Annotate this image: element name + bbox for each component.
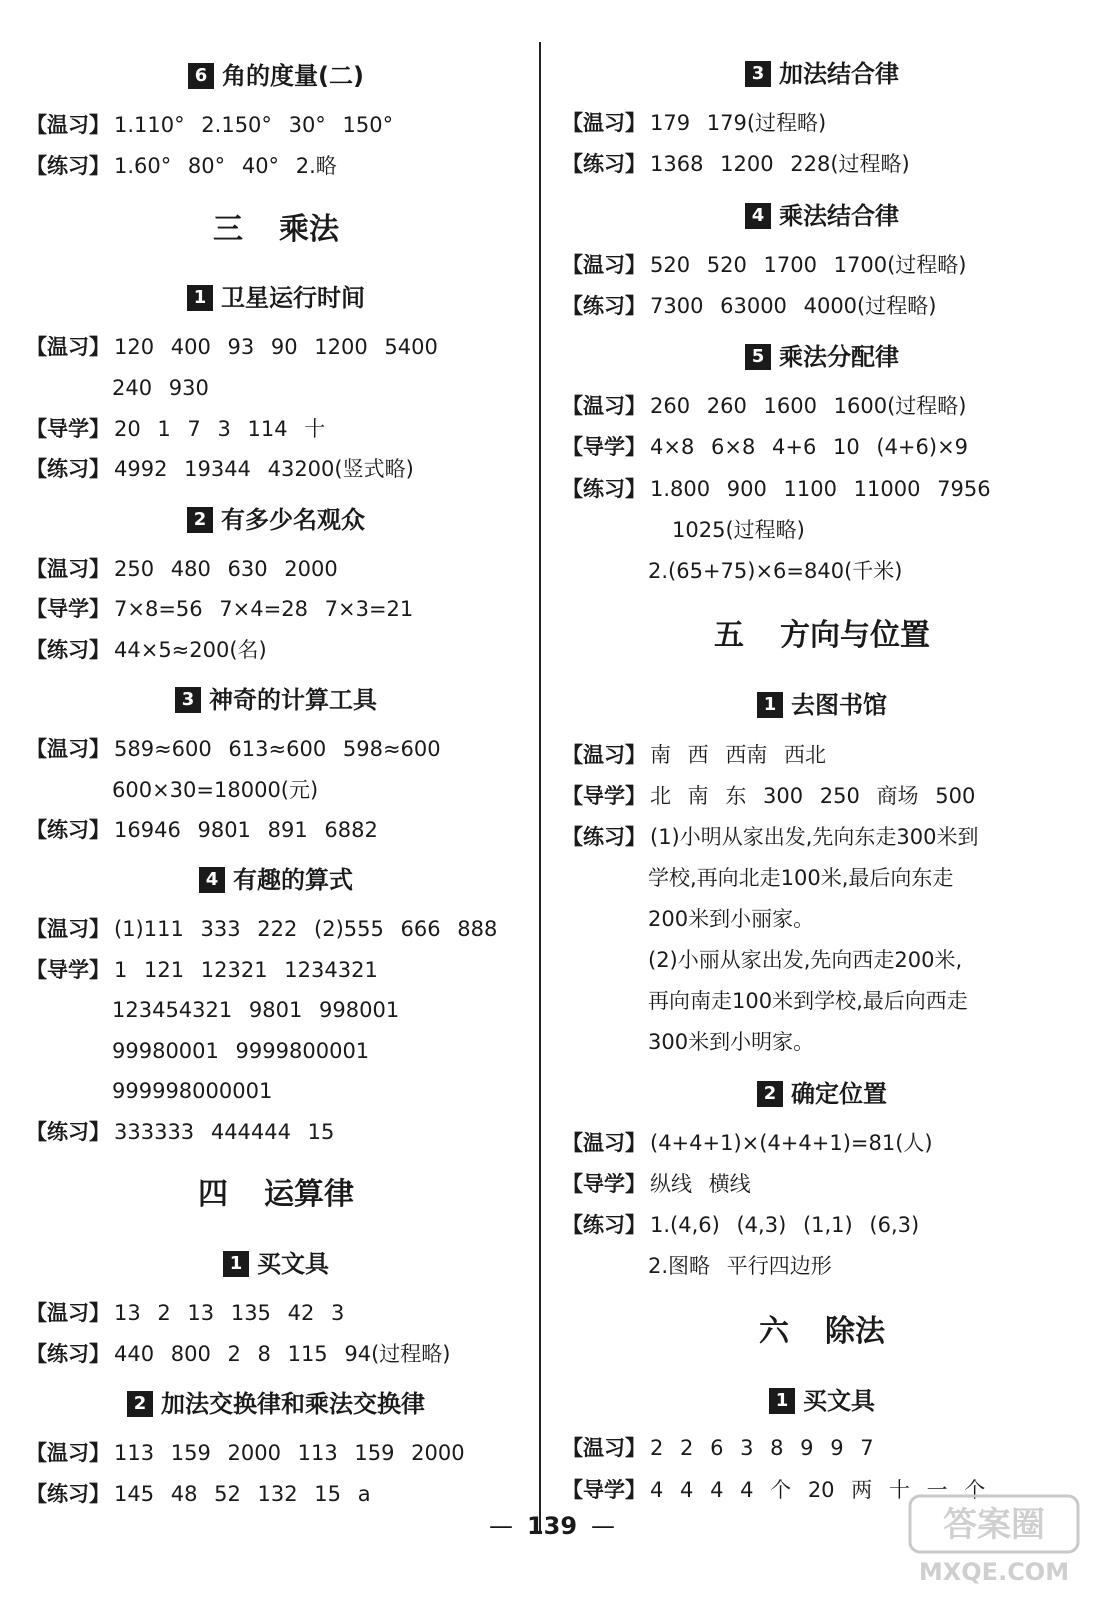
review-tag: 【温习】	[562, 743, 646, 767]
answer-row	[26, 635, 267, 665]
answer-row	[26, 1298, 344, 1328]
answer-text: 4×8 6×8 4+6 10 (4+6)×9	[650, 435, 969, 459]
section-title: 买文具	[257, 1250, 329, 1278]
answer-row-continued	[562, 556, 902, 586]
review-tag: 【温习】	[562, 394, 646, 418]
section-heading	[26, 1246, 526, 1281]
section-title: 乘法分配律	[779, 343, 899, 371]
section-heading	[562, 687, 1082, 722]
section-heading	[26, 58, 526, 93]
answer-row	[562, 822, 979, 852]
answer-row	[562, 1210, 919, 1240]
review-tag: 【温习】	[562, 111, 646, 135]
answer-row-continued	[26, 1036, 369, 1066]
section-number: 2	[757, 1081, 783, 1107]
answer-text: 纵线 横线	[650, 1172, 751, 1196]
answer-text: 200米到小丽家。	[648, 907, 815, 931]
unit-heading	[562, 1312, 1082, 1352]
answer-text: 2.(65+75)×6=840(千米)	[648, 559, 903, 583]
column-divider	[539, 42, 541, 1532]
review-tag: 【温习】	[26, 335, 110, 359]
section-title: 神奇的计算工具	[209, 686, 377, 714]
watermark-bottom-text: MXQE.COM	[918, 1558, 1070, 1586]
unit-heading	[562, 616, 1082, 656]
answer-row	[562, 1128, 933, 1158]
answer-row	[26, 1479, 371, 1509]
unit-title: 除法	[825, 1314, 885, 1349]
answer-text: 16946 9801 891 6882	[114, 818, 378, 842]
section-number: 6	[188, 63, 214, 89]
answer-text: 240 930	[112, 376, 209, 400]
guide-tag: 【导学】	[562, 435, 646, 459]
answer-row	[562, 1433, 874, 1463]
section-heading	[26, 862, 526, 897]
answer-row	[562, 781, 975, 811]
section-number: 4	[745, 203, 771, 229]
watermark-top-text: 答案圈	[943, 1505, 1045, 1545]
section-heading	[562, 198, 1082, 233]
section-heading	[26, 280, 526, 315]
section-number: 3	[175, 687, 201, 713]
answer-text: 520 520 1700 1700(过程略)	[650, 253, 967, 277]
practice-tag: 【练习】	[562, 1213, 646, 1237]
answer-row	[26, 332, 438, 362]
practice-tag: 【练习】	[26, 1482, 110, 1506]
answer-text: 1.110° 2.150° 30° 150°	[114, 113, 394, 137]
answer-text: 1.(4,6) (4,3) (1,1) (6,3)	[650, 1213, 920, 1237]
answer-text: 1368 1200 228(过程略)	[650, 152, 910, 176]
practice-tag: 【练习】	[562, 294, 646, 318]
answer-text: 440 800 2 8 115 94(过程略)	[114, 1342, 451, 1366]
section-number: 2	[187, 507, 213, 533]
answer-text: 600×30=18000(元)	[112, 778, 319, 802]
section-heading	[562, 56, 1082, 91]
section-title: 买文具	[803, 1387, 875, 1415]
answer-text: 145 48 52 132 15 a	[114, 1482, 371, 1506]
answer-row-continued	[562, 1251, 832, 1281]
section-title: 卫星运行时间	[221, 284, 365, 312]
answer-row	[562, 432, 968, 462]
answer-row	[26, 815, 378, 845]
answer-text: 7300 63000 4000(过程略)	[650, 294, 937, 318]
answer-row-continued	[26, 1076, 272, 1106]
answer-row	[26, 594, 413, 624]
page-number-value: 139	[526, 1512, 578, 1540]
section-heading	[562, 1383, 1082, 1418]
section-number: 1	[769, 1388, 795, 1414]
answer-text: (2)小丽从家出发,先向西走200米,	[648, 948, 963, 972]
review-tag: 【温习】	[26, 917, 110, 941]
unit-number: 四	[198, 1177, 228, 1212]
guide-tag: 【导学】	[562, 1172, 646, 1196]
section-title: 加法交换律和乘法交换律	[161, 1390, 425, 1418]
answer-row	[26, 1117, 334, 1147]
review-tag: 【温习】	[26, 113, 110, 137]
answer-text: (4+4+1)×(4+4+1)=81(人)	[650, 1131, 933, 1155]
review-tag: 【温习】	[26, 557, 110, 581]
practice-tag: 【练习】	[562, 825, 646, 849]
answer-text: 1 121 12321 1234321	[114, 958, 378, 982]
section-heading	[26, 1386, 526, 1421]
unit-title: 运算律	[264, 1177, 354, 1212]
section-title: 乘法结合律	[779, 202, 899, 230]
review-tag: 【温习】	[562, 1436, 646, 1460]
guide-tag: 【导学】	[26, 597, 110, 621]
answer-text: 123454321 9801 998001	[112, 998, 400, 1022]
section-number: 2	[127, 1391, 153, 1417]
guide-tag: 【导学】	[562, 1478, 646, 1502]
section-number: 3	[745, 61, 771, 87]
practice-tag: 【练习】	[26, 457, 110, 481]
answer-row-continued	[562, 1027, 814, 1057]
answer-row-continued	[562, 863, 953, 893]
section-title: 加法结合律	[779, 60, 899, 88]
answer-text: 1.60° 80° 40° 2.略	[114, 154, 337, 178]
review-tag: 【温习】	[26, 1441, 110, 1465]
answer-text: 999998000001	[112, 1079, 273, 1103]
section-number: 1	[757, 692, 783, 718]
answer-text: 589≈600 613≈600 598≈600	[114, 737, 441, 761]
dash-decoration: —	[591, 1512, 616, 1540]
section-heading	[26, 502, 526, 537]
review-tag: 【温习】	[562, 253, 646, 277]
answer-text: 4992 19344 43200(竖式略)	[114, 457, 414, 481]
answer-row-continued	[562, 945, 962, 975]
section-title: 去图书馆	[791, 691, 887, 719]
review-tag: 【温习】	[562, 1131, 646, 1155]
section-title: 角的度量(二)	[222, 62, 364, 90]
answer-text: 2 2 6 3 8 9 9 7	[650, 1436, 874, 1460]
answer-row	[562, 1169, 751, 1199]
unit-title: 方向与位置	[780, 618, 930, 653]
unit-title: 乘法	[279, 212, 339, 247]
answer-row	[562, 149, 910, 179]
review-tag: 【温习】	[26, 1301, 110, 1325]
guide-tag: 【导学】	[26, 417, 110, 441]
answer-text: 1025(过程略)	[672, 518, 805, 542]
guide-tag: 【导学】	[26, 958, 110, 982]
answer-text: 300米到小明家。	[648, 1030, 815, 1054]
unit-number: 六	[759, 1314, 789, 1349]
answer-text: 4 4 4 4 个 20 两 十 一 个	[650, 1478, 986, 1502]
section-heading	[562, 1076, 1082, 1111]
answer-row-continued	[562, 904, 814, 934]
guide-tag: 【导学】	[562, 784, 646, 808]
answer-row	[562, 108, 826, 138]
answer-text: 北 南 东 300 250 商场 500	[650, 784, 976, 808]
answer-row-continued	[562, 986, 968, 1016]
answer-row	[26, 1339, 450, 1369]
answer-text: 13 2 13 135 42 3	[114, 1301, 345, 1325]
review-tag: 【温习】	[26, 737, 110, 761]
section-number: 1	[187, 285, 213, 311]
answer-text: 99980001 9999800001	[112, 1039, 370, 1063]
practice-tag: 【练习】	[26, 1120, 110, 1144]
answer-row	[26, 914, 497, 944]
unit-heading	[26, 1175, 526, 1215]
answer-text: (1)111 333 222 (2)555 666 888	[114, 917, 498, 941]
answer-text: 250 480 630 2000	[114, 557, 338, 581]
answer-row	[562, 391, 966, 421]
answer-row-continued	[562, 515, 805, 545]
answer-text: 20 1 7 3 114 十	[114, 417, 326, 441]
answer-text: 113 159 2000 113 159 2000	[114, 1441, 465, 1465]
answer-row	[562, 250, 966, 280]
practice-tag: 【练习】	[562, 477, 646, 501]
answer-text: 学校,再向北走100米,最后向东走	[648, 866, 954, 890]
unit-number: 五	[714, 618, 744, 653]
answer-row-continued	[26, 995, 399, 1025]
answer-row	[562, 474, 991, 504]
answer-text: 333333 444444 15	[114, 1120, 335, 1144]
answer-text: 7×8=56 7×4=28 7×3=21	[114, 597, 414, 621]
section-title: 有多少名观众	[221, 506, 365, 534]
practice-tag: 【练习】	[26, 638, 110, 662]
answer-row	[26, 110, 393, 140]
answer-row	[562, 291, 936, 321]
section-heading	[562, 339, 1082, 374]
unit-heading	[26, 210, 526, 250]
answer-row	[26, 1438, 465, 1468]
answer-row	[26, 151, 337, 181]
answer-text: 44×5≈200(名)	[114, 638, 267, 662]
answer-row-continued	[26, 373, 209, 403]
answer-text: 南 西 西南 西北	[650, 743, 827, 767]
answer-text: 179 179(过程略)	[650, 111, 827, 135]
answer-text: 120 400 93 90 1200 5400	[114, 335, 438, 359]
section-title: 有趣的算式	[233, 866, 353, 894]
section-number: 5	[745, 344, 771, 370]
answer-row	[26, 554, 338, 584]
answer-row	[562, 740, 826, 770]
answer-row	[26, 414, 325, 444]
dash-decoration: —	[488, 1512, 513, 1540]
answer-text: 1.800 900 1100 11000 7956	[650, 477, 991, 501]
practice-tag: 【练习】	[26, 818, 110, 842]
practice-tag: 【练习】	[26, 1342, 110, 1366]
answer-text: 2.图略 平行四边形	[648, 1254, 832, 1278]
answer-text: 再向南走100米到学校,最后向西走	[648, 989, 968, 1013]
section-title: 确定位置	[791, 1080, 887, 1108]
section-number: 1	[223, 1251, 249, 1277]
answer-row	[26, 955, 378, 985]
practice-tag: 【练习】	[562, 152, 646, 176]
answer-text: (1)小明从家出发,先向东走300米到	[650, 825, 979, 849]
answer-row-continued	[26, 775, 318, 805]
answer-row	[26, 454, 414, 484]
section-heading	[26, 682, 526, 717]
answer-row	[26, 734, 441, 764]
practice-tag: 【练习】	[26, 154, 110, 178]
watermark-logo	[906, 1490, 1082, 1590]
section-number: 4	[199, 867, 225, 893]
unit-number: 三	[213, 212, 243, 247]
answer-text: 260 260 1600 1600(过程略)	[650, 394, 967, 418]
